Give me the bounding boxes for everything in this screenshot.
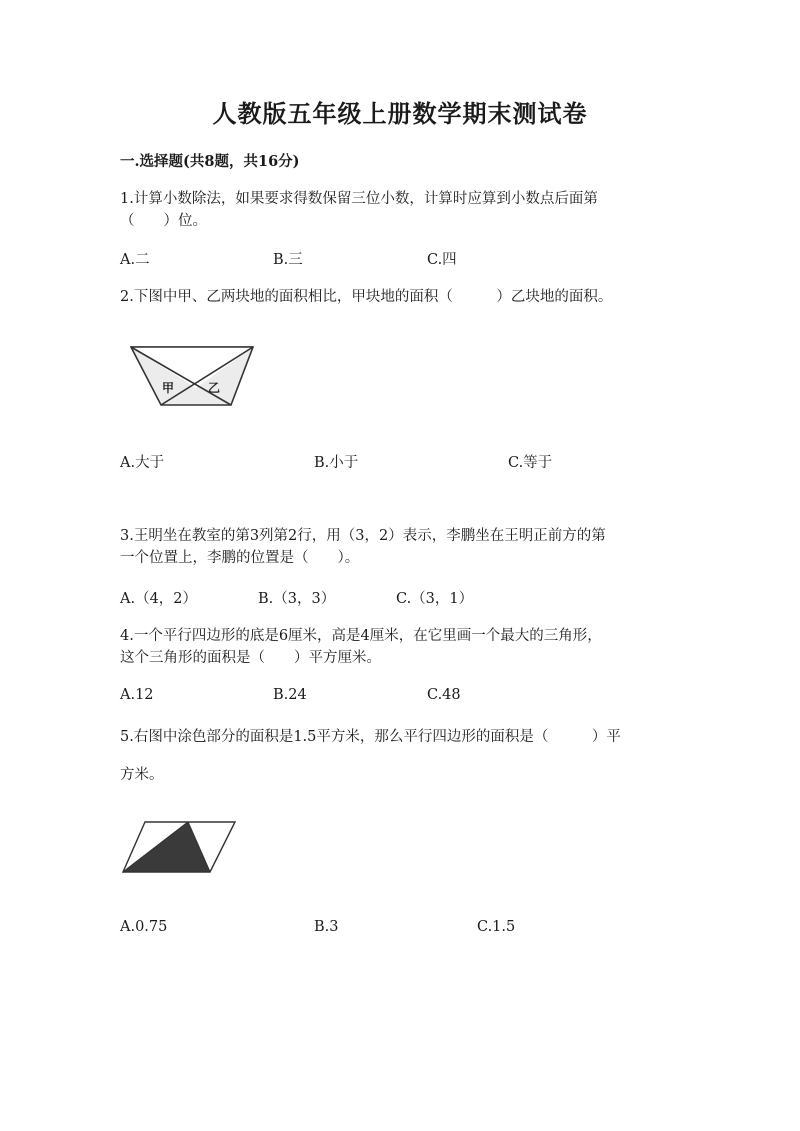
- question-1-line-2: （ ）位。: [120, 213, 207, 229]
- question-1-option-b: B.三: [273, 252, 303, 268]
- question-5-option-b: B.3: [314, 919, 339, 935]
- question-1-line-1: 1.计算小数除法，如果要求得数保留三位小数，计算时应算到小数点后面第: [120, 191, 598, 207]
- question-2-option-a: A.大于: [120, 455, 165, 471]
- question-2-option-b: B.小于: [314, 455, 359, 471]
- question-5-option-c: C.1.5: [477, 919, 516, 935]
- question-5-option-a: A.0.75: [120, 919, 168, 935]
- question-4-option-a: A.12: [120, 687, 154, 703]
- question-3-option-b: B.（3，3）: [258, 591, 336, 607]
- section-heading: 一.选择题(共8题，共16分): [120, 153, 300, 170]
- question-4-option-b: B.24: [273, 687, 307, 703]
- question-3-option-c: C.（3，1）: [396, 591, 474, 607]
- page-title: 人教版五年级上册数学期末测试卷: [212, 99, 588, 128]
- figure-label-yi: 乙: [208, 381, 221, 395]
- question-1-option-c: C.四: [427, 252, 457, 268]
- question-3-option-a: A.（4，2）: [120, 591, 198, 607]
- question-2-line-1: 2.下图中甲、乙两块地的面积相比，甲块地的面积（ ）乙块地的面积。: [120, 289, 613, 305]
- question-2-option-c: C.等于: [508, 455, 553, 471]
- question-5-line-2: 方米。: [120, 767, 164, 783]
- question-5-line-1: 5.右图中涂色部分的面积是1.5平方米，那么平行四边形的面积是（ ）平: [120, 729, 621, 745]
- question-1-option-a: A.二: [120, 252, 150, 268]
- question-4-line-2: 这个三角形的面积是（ ）平方厘米。: [120, 650, 381, 666]
- question-2-figure: [128, 344, 258, 410]
- question-4-option-c: C.48: [427, 687, 461, 703]
- question-3-line-2: 一个位置上，李鹏的位置是（ ）。: [120, 550, 360, 566]
- question-5-figure: [120, 820, 238, 874]
- question-3-line-1: 3.王明坐在教室的第3列第2行，用（3，2）表示，李鹏坐在王明正前方的第: [120, 528, 606, 544]
- figure-label-jia: 甲: [162, 381, 175, 395]
- question-4-line-1: 4.一个平行四边形的底是6厘米，高是4厘米，在它里画一个最大的三角形，: [120, 628, 602, 644]
